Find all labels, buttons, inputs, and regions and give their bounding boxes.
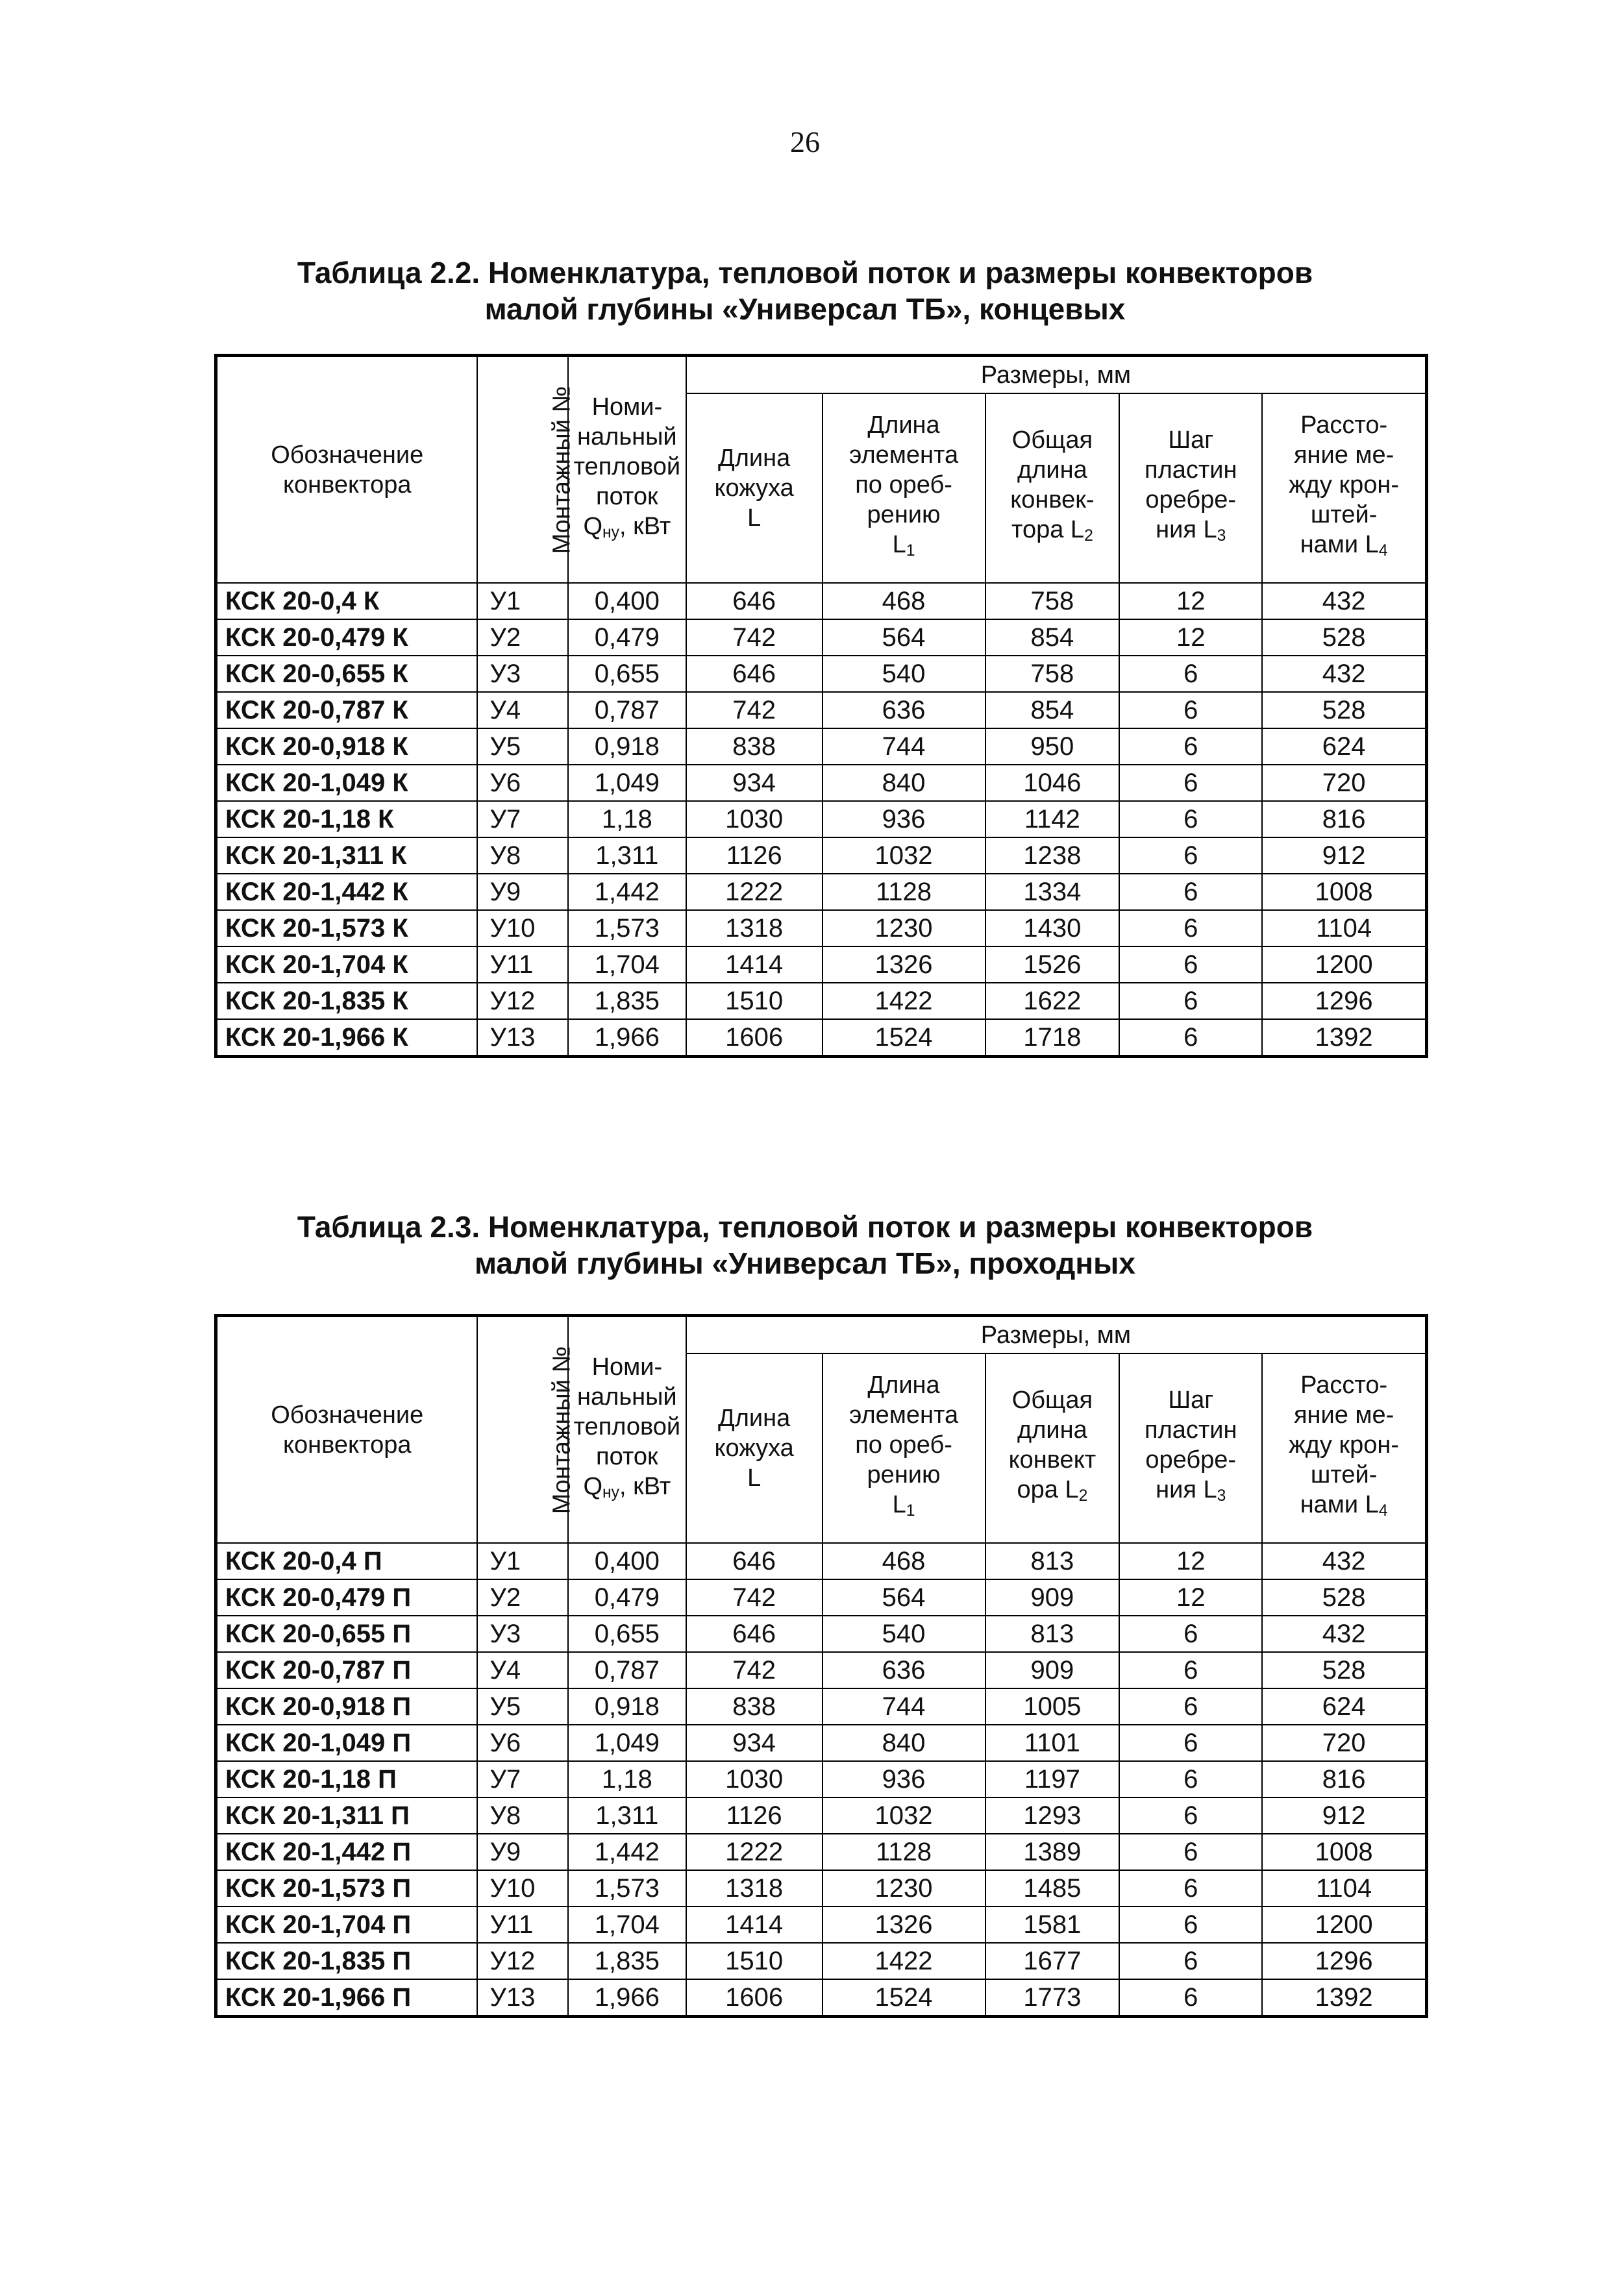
cell-plate-pitch: 6 bbox=[1119, 1761, 1262, 1797]
cell-element-length: 1524 bbox=[823, 1979, 985, 2017]
cell-total-length: 1005 bbox=[985, 1688, 1120, 1725]
cell-casing-length: 838 bbox=[686, 1688, 823, 1725]
cell-mounting-number: У6 bbox=[477, 1725, 567, 1761]
cell-plate-pitch: 12 bbox=[1119, 1579, 1262, 1616]
cell-mounting-number: У2 bbox=[477, 619, 567, 656]
cell-element-length: 1128 bbox=[823, 874, 985, 910]
cell-bracket-distance: 912 bbox=[1262, 1797, 1426, 1834]
cell-plate-pitch: 6 bbox=[1119, 656, 1262, 692]
cell-heat-flow: 0,787 bbox=[568, 692, 686, 728]
table-row bbox=[216, 728, 1427, 765]
cell-bracket-distance: 528 bbox=[1262, 1652, 1426, 1688]
header-heat-flow: Номи- нальный тепловой поток $Q_{ну}$, кВт bbox=[568, 356, 686, 584]
cell-bracket-distance: 816 bbox=[1262, 1761, 1426, 1797]
cell-casing-length: 1030 bbox=[686, 1761, 823, 1797]
cell-heat-flow: 1,573 bbox=[568, 1870, 686, 1907]
cell-designation: КСК 20-1,704 П bbox=[216, 1907, 478, 1943]
header-designation: Обозначение конвектора bbox=[216, 356, 478, 584]
cell-designation: КСК 20-0,655 П bbox=[216, 1616, 478, 1652]
cell-element-length: 936 bbox=[823, 801, 985, 837]
cell-element-length: 840 bbox=[823, 765, 985, 801]
cell-total-length: 813 bbox=[985, 1543, 1120, 1579]
cell-mounting-number: У13 bbox=[477, 1979, 567, 2017]
cell-plate-pitch: 6 bbox=[1119, 837, 1262, 874]
cell-designation: КСК 20-1,442 П bbox=[216, 1834, 478, 1870]
cell-plate-pitch: 6 bbox=[1119, 1834, 1262, 1870]
cell-element-length: 1524 bbox=[823, 1019, 985, 1057]
cell-plate-pitch: 6 bbox=[1119, 1979, 1262, 2017]
header-heat-flow: Номи- нальный тепловой поток $Q_{ну}$, кВт bbox=[568, 1316, 686, 1544]
cell-heat-flow: 1,704 bbox=[568, 946, 686, 983]
table-row bbox=[216, 1652, 1427, 1688]
cell-casing-length: 646 bbox=[686, 1616, 823, 1652]
cell-casing-length: 1510 bbox=[686, 1943, 823, 1979]
cell-total-length: 1101 bbox=[985, 1725, 1120, 1761]
cell-heat-flow: 0,400 bbox=[568, 1543, 686, 1579]
table-body bbox=[216, 1543, 1427, 2017]
cell-total-length: 1238 bbox=[985, 837, 1120, 874]
cell-bracket-distance: 720 bbox=[1262, 1725, 1426, 1761]
cell-casing-length: 934 bbox=[686, 1725, 823, 1761]
cell-plate-pitch: 12 bbox=[1119, 583, 1262, 619]
cell-bracket-distance: 432 bbox=[1262, 1616, 1426, 1652]
cell-total-length: 909 bbox=[985, 1652, 1120, 1688]
cell-bracket-distance: 432 bbox=[1262, 583, 1426, 619]
convector-table-passthrough bbox=[214, 1314, 1428, 2018]
cell-total-length: 1718 bbox=[985, 1019, 1120, 1057]
cell-plate-pitch: 6 bbox=[1119, 1688, 1262, 1725]
cell-bracket-distance: 624 bbox=[1262, 728, 1426, 765]
cell-mounting-number: У3 bbox=[477, 656, 567, 692]
cell-total-length: 758 bbox=[985, 656, 1120, 692]
cell-mounting-number: У11 bbox=[477, 1907, 567, 1943]
cell-mounting-number: У13 bbox=[477, 1019, 567, 1057]
cell-element-length: 468 bbox=[823, 1543, 985, 1579]
cell-mounting-number: У8 bbox=[477, 837, 567, 874]
cell-designation: КСК 20-0,4 К bbox=[216, 583, 478, 619]
cell-element-length: 1422 bbox=[823, 1943, 985, 1979]
cell-designation: КСК 20-1,18 К bbox=[216, 801, 478, 837]
cell-casing-length: 1222 bbox=[686, 1834, 823, 1870]
cell-designation: КСК 20-1,311 П bbox=[216, 1797, 478, 1834]
cell-element-length: 840 bbox=[823, 1725, 985, 1761]
table-row bbox=[216, 1907, 1427, 1943]
cell-mounting-number: У3 bbox=[477, 1616, 567, 1652]
cell-mounting-number: У5 bbox=[477, 1688, 567, 1725]
table-row bbox=[216, 692, 1427, 728]
cell-designation: КСК 20-0,479 К bbox=[216, 619, 478, 656]
cell-plate-pitch: 6 bbox=[1119, 1907, 1262, 1943]
table-row bbox=[216, 619, 1427, 656]
table-row bbox=[216, 1543, 1427, 1579]
cell-bracket-distance: 432 bbox=[1262, 1543, 1426, 1579]
header-mounting-number: Монтажный № bbox=[477, 356, 567, 584]
cell-casing-length: 1318 bbox=[686, 1870, 823, 1907]
cell-total-length: 1485 bbox=[985, 1870, 1120, 1907]
cell-element-length: 1230 bbox=[823, 910, 985, 946]
cell-mounting-number: У12 bbox=[477, 1943, 567, 1979]
cell-heat-flow: 1,835 bbox=[568, 1943, 686, 1979]
cell-mounting-number: У9 bbox=[477, 874, 567, 910]
cell-total-length: 1293 bbox=[985, 1797, 1120, 1834]
cell-designation: КСК 20-0,655 К bbox=[216, 656, 478, 692]
cell-total-length: 1142 bbox=[985, 801, 1120, 837]
cell-casing-length: 742 bbox=[686, 619, 823, 656]
cell-total-length: 1622 bbox=[985, 983, 1120, 1019]
header-casing-length: Длина кожуха L bbox=[686, 1353, 823, 1543]
cell-bracket-distance: 1296 bbox=[1262, 983, 1426, 1019]
table-row bbox=[216, 1870, 1427, 1907]
cell-bracket-distance: 720 bbox=[1262, 765, 1426, 801]
cell-heat-flow: 1,18 bbox=[568, 801, 686, 837]
cell-casing-length: 1318 bbox=[686, 910, 823, 946]
table-row bbox=[216, 1616, 1427, 1652]
cell-bracket-distance: 1104 bbox=[1262, 910, 1426, 946]
cell-heat-flow: 1,835 bbox=[568, 983, 686, 1019]
cell-total-length: 1430 bbox=[985, 910, 1120, 946]
cell-element-length: 936 bbox=[823, 1761, 985, 1797]
cell-mounting-number: У2 bbox=[477, 1579, 567, 1616]
cell-heat-flow: 0,655 bbox=[568, 1616, 686, 1652]
cell-element-length: 1422 bbox=[823, 983, 985, 1019]
header-mounting-number: Монтажный № bbox=[477, 1316, 567, 1544]
cell-plate-pitch: 6 bbox=[1119, 946, 1262, 983]
cell-plate-pitch: 12 bbox=[1119, 1543, 1262, 1579]
cell-designation: КСК 20-0,4 П bbox=[216, 1543, 478, 1579]
table-row bbox=[216, 1834, 1427, 1870]
table-row bbox=[216, 1979, 1427, 2017]
cell-designation: КСК 20-1,049 К bbox=[216, 765, 478, 801]
cell-total-length: 1677 bbox=[985, 1943, 1120, 1979]
cell-bracket-distance: 1008 bbox=[1262, 874, 1426, 910]
cell-plate-pitch: 6 bbox=[1119, 1797, 1262, 1834]
table-row bbox=[216, 765, 1427, 801]
cell-total-length: 1046 bbox=[985, 765, 1120, 801]
cell-element-length: 1326 bbox=[823, 1907, 985, 1943]
table-caption-line: Таблица 2.3. Номенклатура, тепловой поток и размеры конвекторов bbox=[297, 1210, 1313, 1244]
cell-plate-pitch: 6 bbox=[1119, 1725, 1262, 1761]
convector-table-end bbox=[214, 354, 1428, 1058]
cell-mounting-number: У11 bbox=[477, 946, 567, 983]
cell-total-length: 854 bbox=[985, 619, 1120, 656]
cell-plate-pitch: 12 bbox=[1119, 619, 1262, 656]
cell-casing-length: 1606 bbox=[686, 1979, 823, 2017]
cell-heat-flow: 1,311 bbox=[568, 837, 686, 874]
cell-heat-flow: 0,918 bbox=[568, 728, 686, 765]
cell-plate-pitch: 6 bbox=[1119, 692, 1262, 728]
cell-bracket-distance: 528 bbox=[1262, 619, 1426, 656]
table-row bbox=[216, 874, 1427, 910]
cell-element-length: 1326 bbox=[823, 946, 985, 983]
cell-designation: КСК 20-0,787 П bbox=[216, 1652, 478, 1688]
cell-bracket-distance: 1200 bbox=[1262, 1907, 1426, 1943]
cell-element-length: 636 bbox=[823, 1652, 985, 1688]
cell-total-length: 950 bbox=[985, 728, 1120, 765]
cell-mounting-number: У1 bbox=[477, 583, 567, 619]
cell-designation: КСК 20-1,442 К bbox=[216, 874, 478, 910]
cell-bracket-distance: 1200 bbox=[1262, 946, 1426, 983]
cell-heat-flow: 0,655 bbox=[568, 656, 686, 692]
cell-casing-length: 1126 bbox=[686, 1797, 823, 1834]
cell-casing-length: 1030 bbox=[686, 801, 823, 837]
cell-heat-flow: 1,049 bbox=[568, 1725, 686, 1761]
page-number: 26 bbox=[790, 125, 820, 158]
cell-element-length: 564 bbox=[823, 619, 985, 656]
cell-designation: КСК 20-1,18 П bbox=[216, 1761, 478, 1797]
cell-element-length: 540 bbox=[823, 656, 985, 692]
cell-plate-pitch: 6 bbox=[1119, 1652, 1262, 1688]
cell-heat-flow: 1,704 bbox=[568, 1907, 686, 1943]
cell-mounting-number: У6 bbox=[477, 765, 567, 801]
cell-mounting-number: У9 bbox=[477, 1834, 567, 1870]
header-plate-pitch: Шаг пластин оребре- ния $L_3$ bbox=[1119, 393, 1262, 583]
table-row bbox=[216, 1019, 1427, 1057]
cell-bracket-distance: 1008 bbox=[1262, 1834, 1426, 1870]
cell-designation: КСК 20-1,573 П bbox=[216, 1870, 478, 1907]
cell-plate-pitch: 6 bbox=[1119, 983, 1262, 1019]
cell-element-length: 540 bbox=[823, 1616, 985, 1652]
cell-casing-length: 742 bbox=[686, 1652, 823, 1688]
cell-designation: КСК 20-0,918 К bbox=[216, 728, 478, 765]
header-total-length: Общая длина конвек- тора $L_2$ bbox=[985, 393, 1120, 583]
header-casing-length: Длина кожуха L bbox=[686, 393, 823, 583]
header-element-length: Длина элемента по ореб- рению $L_1$ bbox=[823, 1353, 985, 1543]
cell-casing-length: 838 bbox=[686, 728, 823, 765]
header-designation: Обозначение конвектора bbox=[216, 1316, 478, 1544]
cell-heat-flow: 1,18 bbox=[568, 1761, 686, 1797]
cell-total-length: 909 bbox=[985, 1579, 1120, 1616]
cell-heat-flow: 0,479 bbox=[568, 619, 686, 656]
cell-casing-length: 742 bbox=[686, 1579, 823, 1616]
cell-heat-flow: 1,966 bbox=[568, 1979, 686, 2017]
cell-bracket-distance: 432 bbox=[1262, 656, 1426, 692]
cell-plate-pitch: 6 bbox=[1119, 1943, 1262, 1979]
cell-element-length: 1032 bbox=[823, 1797, 985, 1834]
cell-element-length: 744 bbox=[823, 1688, 985, 1725]
cell-designation: КСК 20-1,835 П bbox=[216, 1943, 478, 1979]
header-bracket-distance: Рассто- яние ме- жду крон- штей- нами $L_4$ bbox=[1262, 1353, 1426, 1543]
cell-element-length: 468 bbox=[823, 583, 985, 619]
table-row bbox=[216, 1579, 1427, 1616]
cell-element-length: 1128 bbox=[823, 1834, 985, 1870]
cell-casing-length: 1414 bbox=[686, 1907, 823, 1943]
cell-total-length: 1773 bbox=[985, 1979, 1120, 2017]
cell-bracket-distance: 528 bbox=[1262, 692, 1426, 728]
header-dimensions: Размеры, мм bbox=[686, 356, 1427, 394]
table-row bbox=[216, 656, 1427, 692]
cell-element-length: 1230 bbox=[823, 1870, 985, 1907]
table-row bbox=[216, 801, 1427, 837]
table-row bbox=[216, 1725, 1427, 1761]
cell-designation: КСК 20-0,787 К bbox=[216, 692, 478, 728]
cell-mounting-number: У1 bbox=[477, 1543, 567, 1579]
cell-total-length: 813 bbox=[985, 1616, 1120, 1652]
cell-heat-flow: 1,442 bbox=[568, 874, 686, 910]
cell-plate-pitch: 6 bbox=[1119, 1616, 1262, 1652]
table-caption-line: малой глубины «Универсал ТБ», проходных bbox=[474, 1246, 1136, 1280]
cell-bracket-distance: 912 bbox=[1262, 837, 1426, 874]
cell-mounting-number: У5 bbox=[477, 728, 567, 765]
table-caption-line: малой глубины «Универсал ТБ», концевых bbox=[484, 292, 1126, 326]
cell-mounting-number: У4 bbox=[477, 692, 567, 728]
cell-heat-flow: 1,311 bbox=[568, 1797, 686, 1834]
cell-total-length: 1389 bbox=[985, 1834, 1120, 1870]
cell-heat-flow: 0,479 bbox=[568, 1579, 686, 1616]
cell-casing-length: 646 bbox=[686, 583, 823, 619]
cell-mounting-number: У7 bbox=[477, 1761, 567, 1797]
table-caption bbox=[0, 254, 1610, 327]
header-element-length: Длина элемента по ореб- рению $L_1$ bbox=[823, 393, 985, 583]
cell-heat-flow: 1,442 bbox=[568, 1834, 686, 1870]
cell-bracket-distance: 1104 bbox=[1262, 1870, 1426, 1907]
cell-designation: КСК 20-1,311 К bbox=[216, 837, 478, 874]
table-row bbox=[216, 1943, 1427, 1979]
cell-mounting-number: У8 bbox=[477, 1797, 567, 1834]
cell-mounting-number: У10 bbox=[477, 910, 567, 946]
cell-total-length: 758 bbox=[985, 583, 1120, 619]
cell-designation: КСК 20-0,479 П bbox=[216, 1579, 478, 1616]
header-plate-pitch: Шаг пластин оребре- ния $L_3$ bbox=[1119, 1353, 1262, 1543]
table-row bbox=[216, 946, 1427, 983]
cell-designation: КСК 20-1,049 П bbox=[216, 1725, 478, 1761]
cell-total-length: 1581 bbox=[985, 1907, 1120, 1943]
cell-designation: КСК 20-1,966 П bbox=[216, 1979, 478, 2017]
cell-casing-length: 1222 bbox=[686, 874, 823, 910]
cell-bracket-distance: 624 bbox=[1262, 1688, 1426, 1725]
cell-plate-pitch: 6 bbox=[1119, 765, 1262, 801]
cell-casing-length: 646 bbox=[686, 1543, 823, 1579]
table-caption bbox=[0, 1209, 1610, 1281]
table-row bbox=[216, 910, 1427, 946]
cell-heat-flow: 1,049 bbox=[568, 765, 686, 801]
table-caption-line: Таблица 2.2. Номенклатура, тепловой поток и размеры конвекторов bbox=[297, 256, 1313, 290]
cell-heat-flow: 0,400 bbox=[568, 583, 686, 619]
cell-casing-length: 742 bbox=[686, 692, 823, 728]
cell-bracket-distance: 1392 bbox=[1262, 1019, 1426, 1057]
cell-bracket-distance: 528 bbox=[1262, 1579, 1426, 1616]
cell-casing-length: 1606 bbox=[686, 1019, 823, 1057]
cell-element-length: 744 bbox=[823, 728, 985, 765]
header-dimensions: Размеры, мм bbox=[686, 1316, 1427, 1354]
cell-plate-pitch: 6 bbox=[1119, 910, 1262, 946]
table-body bbox=[216, 583, 1427, 1057]
cell-designation: КСК 20-1,835 К bbox=[216, 983, 478, 1019]
cell-plate-pitch: 6 bbox=[1119, 801, 1262, 837]
cell-total-length: 1526 bbox=[985, 946, 1120, 983]
cell-heat-flow: 1,573 bbox=[568, 910, 686, 946]
cell-mounting-number: У10 bbox=[477, 1870, 567, 1907]
table-row bbox=[216, 837, 1427, 874]
table-row bbox=[216, 583, 1427, 619]
cell-mounting-number: У4 bbox=[477, 1652, 567, 1688]
cell-plate-pitch: 6 bbox=[1119, 874, 1262, 910]
header-total-length: Общая длина конвект ора $L_2$ bbox=[985, 1353, 1120, 1543]
cell-element-length: 636 bbox=[823, 692, 985, 728]
cell-casing-length: 1414 bbox=[686, 946, 823, 983]
table-row bbox=[216, 1797, 1427, 1834]
cell-designation: КСК 20-0,918 П bbox=[216, 1688, 478, 1725]
cell-casing-length: 1126 bbox=[686, 837, 823, 874]
cell-designation: КСК 20-1,573 К bbox=[216, 910, 478, 946]
cell-designation: КСК 20-1,704 К bbox=[216, 946, 478, 983]
cell-bracket-distance: 1392 bbox=[1262, 1979, 1426, 2017]
cell-total-length: 1197 bbox=[985, 1761, 1120, 1797]
cell-bracket-distance: 1296 bbox=[1262, 1943, 1426, 1979]
cell-heat-flow: 0,787 bbox=[568, 1652, 686, 1688]
header-bracket-distance: Рассто- яние ме- жду крон- штей- нами $L_4$ bbox=[1262, 393, 1426, 583]
cell-casing-length: 934 bbox=[686, 765, 823, 801]
cell-bracket-distance: 816 bbox=[1262, 801, 1426, 837]
cell-heat-flow: 0,918 bbox=[568, 1688, 686, 1725]
cell-total-length: 1334 bbox=[985, 874, 1120, 910]
cell-plate-pitch: 6 bbox=[1119, 1870, 1262, 1907]
cell-mounting-number: У7 bbox=[477, 801, 567, 837]
cell-total-length: 854 bbox=[985, 692, 1120, 728]
cell-plate-pitch: 6 bbox=[1119, 728, 1262, 765]
cell-heat-flow: 1,966 bbox=[568, 1019, 686, 1057]
table-row bbox=[216, 983, 1427, 1019]
cell-casing-length: 1510 bbox=[686, 983, 823, 1019]
cell-plate-pitch: 6 bbox=[1119, 1019, 1262, 1057]
cell-element-length: 1032 bbox=[823, 837, 985, 874]
cell-mounting-number: У12 bbox=[477, 983, 567, 1019]
cell-casing-length: 646 bbox=[686, 656, 823, 692]
table-row bbox=[216, 1761, 1427, 1797]
table-row bbox=[216, 1688, 1427, 1725]
cell-element-length: 564 bbox=[823, 1579, 985, 1616]
cell-designation: КСК 20-1,966 К bbox=[216, 1019, 478, 1057]
